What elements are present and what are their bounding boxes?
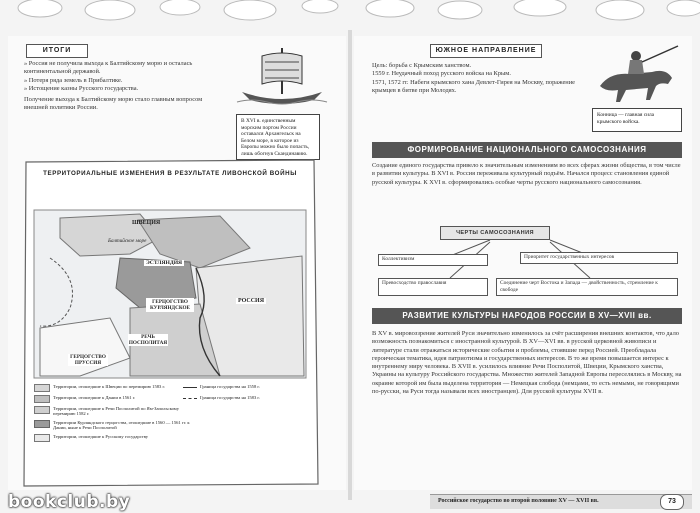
legend-line	[183, 387, 197, 388]
map-label-russia: РОССИЯ	[238, 298, 265, 304]
diagram-center: ЧЕРТЫ САМОСОЗНАНИЯ	[440, 226, 550, 240]
south-1571: 1571, 1572 гг. Набеги крымского хана Девлет-Гирея на Москву, поражение крымцев в битве при Молодях.	[372, 78, 575, 94]
diagram-node-state-priority: Приоритет государственных интересов	[520, 252, 678, 264]
legend-item: Территории Курляндского герцогства, отошедшие в 1560 — 1561 гг. к Дании, ныне к Речи Посполитой	[34, 420, 306, 431]
map-title: ТЕРРИТОРИАЛЬНЫЕ ИЗМЕНЕНИЯ В РЕЗУЛЬТАТЕ ЛИВОНСКОЙ ВОЙНЫ	[43, 170, 297, 177]
legend-item: Территории, отошедшие к Речи Посполитой по Ям-Запольскому перемирию 1582 г.	[34, 406, 306, 417]
horseman-icon	[590, 42, 686, 108]
legend-line	[183, 398, 197, 399]
legend-item: Территории, отошедшие к Швеции по перемирию 1583 г. Граница государства на 1558 г.	[34, 384, 306, 392]
horseman-caption: Конница — главная сила крымского войска.	[592, 108, 682, 132]
legend-swatch	[34, 395, 50, 403]
diagram-node-orthodoxy: Превосходство православия	[378, 278, 488, 296]
itogi-bullet-3: » Истощение казны Русского государства.	[24, 85, 224, 93]
map-livonian-war	[20, 158, 320, 488]
running-footer	[430, 494, 692, 509]
map-label-courland: ГЕРЦОГСТВО КУРЛЯНДСКОЕ	[146, 298, 194, 312]
watermark: bookclub.by	[8, 492, 131, 512]
map-label-prussia: ГЕРЦОГСТВО ПРУССИЯ	[68, 354, 108, 366]
legend-swatch	[34, 420, 50, 428]
south-title: ЮЖНОЕ НАПРАВЛЕНИЕ	[430, 44, 542, 58]
map-legend	[34, 384, 306, 442]
running-title: Российское государство во второй половине XV — XVII вв.	[438, 498, 599, 504]
itogi-bullet-1: » Россия не получила выхода к Балтийскому морю и осталась континентальной державой.	[24, 60, 224, 77]
map-label-sweden: ШВЕЦИЯ	[132, 220, 161, 226]
south-text	[372, 62, 582, 95]
section-culture-title: РАЗВИТИЕ КУЛЬТУРЫ НАРОДОВ РОССИИ В XV—XVII вв.	[372, 308, 682, 324]
legend-swatch	[34, 384, 50, 392]
itogi-bullet-2: » Потеря ряда земель в Прибалтике.	[24, 77, 224, 85]
map-label-rech: РЕЧЬ ПОСПОЛИТАЯ	[128, 334, 168, 346]
page-gutter	[348, 30, 352, 500]
ship-icon	[232, 40, 332, 112]
diagram-node-east-west: Соединение черт Востока и Запада — двойственность, стремление к свободе	[496, 278, 678, 296]
itogi-title: ИТОГИ	[26, 44, 88, 58]
map-label-estland: ЭСТЛЯНДИЯ	[146, 260, 183, 266]
section-national-identity-title: ФОРМИРОВАНИЕ НАЦИОНАЛЬНОГО САМОСОЗНАНИЯ	[372, 142, 682, 158]
section-culture-text: В XV в. мировоззрение жителей Руси значительно изменилось за счёт расширения внешних контактов, что дало возможность познакомиться с иностранной культурой. В XV—XVI вв. в русской церковной живописи и литературе стали отражаться исторические события и проблемы, стоявшие перед Россией. Преобладала героическая тематика, идея патриотизма и государственных интересов. В то же время повышается интерес к внутреннему миру человека. В XVII в. усилилось влияние Речи Посполитой, Швеции, Крымского ханства, Украины на культуру Российского государства. Множество жителей Западной Европы переселялись в Москву, на окраине которой им была выделена территория — Немецкая слобода (немцами, то есть немыми, не говорящими по-русски, на Руси тогда называли всех иностранцев). Для русской культуры XVII в.	[372, 330, 682, 396]
ship-caption: В XVI в. единственным морским портом России оставался Архангельск на Белом море, в которое из Европы можно было попасть, лишь обогнув Скандинавию.	[236, 114, 320, 160]
map-label-baltic-sea: Балтийское море	[108, 238, 147, 244]
legend-item: Территории, отошедшие к Русскому государству	[34, 434, 306, 442]
itogi-text	[24, 60, 224, 113]
diagram-node-collectivism: Коллективизм	[378, 254, 488, 266]
legend-swatch	[34, 434, 50, 442]
page-number: 73	[660, 494, 684, 510]
section-national-identity-text: Создание единого государства привело к значительным изменениям во всех сферах жизни общества, в том числе в развитии культуры. В XVI в. Россия переживала культурный подъём. Начался процесс становления единой русской культуры. К XVI в. сформировались особые черты русского национального самосознания.	[372, 162, 681, 186]
itogi-summary: Получение выхода к Балтийскому морю стало главным вопросом внешней политики России.	[24, 96, 203, 112]
south-goal: Цель: борьба с Крымским ханством.	[372, 62, 472, 69]
legend-swatch	[34, 406, 50, 414]
south-1559: 1559 г. Неудачный поход русского войска на Крым.	[372, 70, 511, 78]
legend-item: Территории, отошедшие к Дании в 1561 г. Граница государства на 1583 г.	[34, 395, 306, 403]
